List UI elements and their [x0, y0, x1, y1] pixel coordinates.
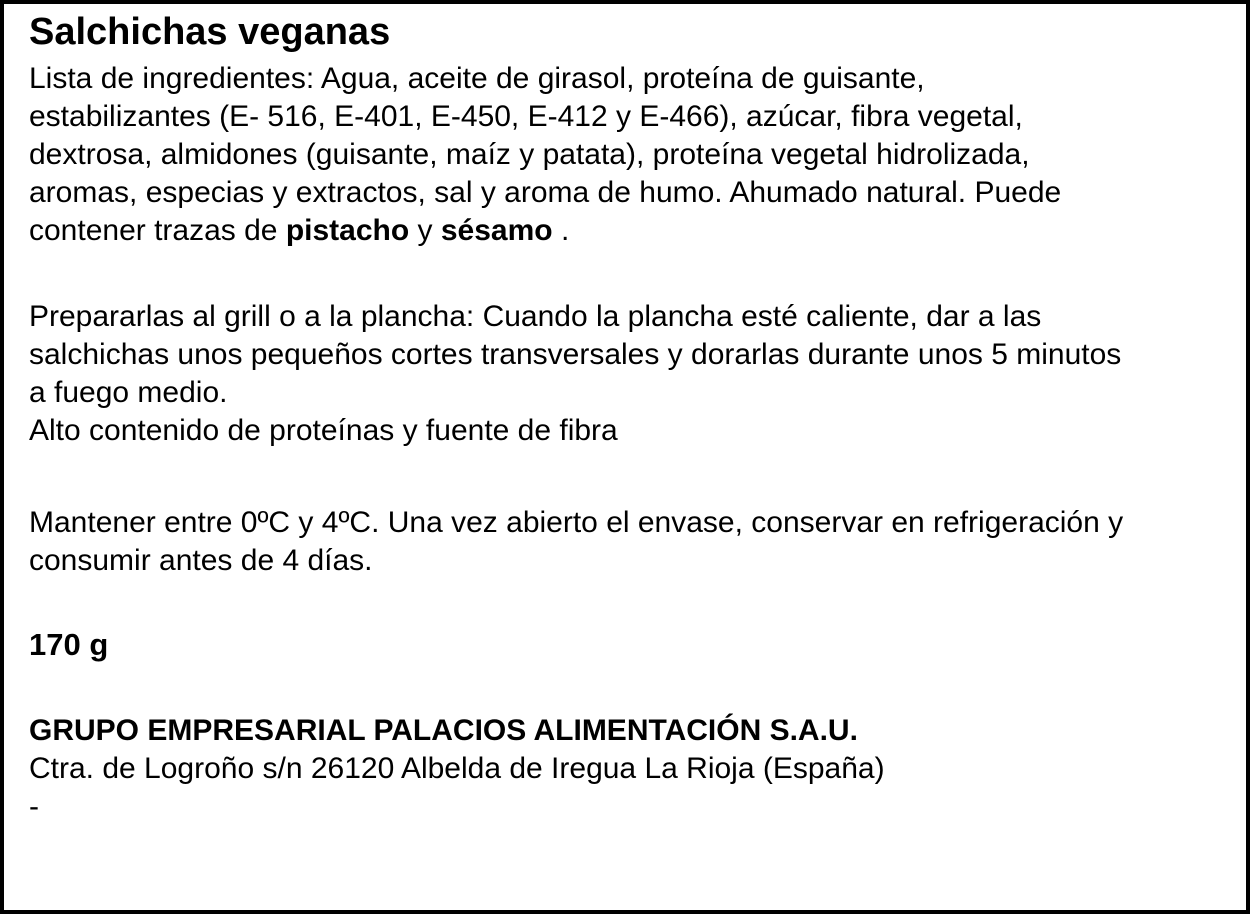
- ingredients-line-2: estabilizantes (E- 516, E-401, E-450, E-412 y E-466), azúcar, fibra vegetal,: [29, 100, 1023, 133]
- allergen-sesamo: sésamo: [440, 214, 553, 247]
- net-weight: 170 g: [29, 627, 109, 662]
- allergen-line-mid: y: [409, 214, 441, 247]
- manufacturer-section: [29, 712, 1236, 826]
- manufacturer-extra-dash: -: [29, 790, 39, 823]
- ingredients-line-4: aromas, especias y extractos, sal y aroma de humo. Ahumado natural. Puede: [29, 176, 1062, 209]
- preparation-line-1: Prepararlas al grill o a la plancha: Cuando la plancha esté caliente, dar a las: [29, 300, 1042, 333]
- ingredients-line-3: dextrosa, almidones (guisante, maíz y patata), proteína vegetal hidrolizada,: [29, 138, 1030, 171]
- product-title: Salchichas veganas: [29, 11, 391, 53]
- ingredients-section: [29, 60, 1236, 250]
- net-weight-section: [29, 626, 1236, 664]
- preparation-line-2: salchichas unos pequeños cortes transversales y dorarlas durante unos 5 minutos: [29, 338, 1122, 371]
- storage-line-1: Mantener entre 0ºC y 4ºC. Una vez abierto el envase, conservar en refrigeración y: [29, 506, 1124, 539]
- allergen-line: [29, 212, 1236, 250]
- nutrition-claim-line: Alto contenido de proteínas y fuente de fibra: [29, 414, 618, 447]
- allergen-pistacho: pistacho: [285, 214, 410, 247]
- storage-section: [29, 504, 1236, 580]
- storage-line-2: consumir antes de 4 días.: [29, 544, 373, 577]
- preparation-line-3: a fuego medio.: [29, 376, 228, 409]
- allergen-line-post: .: [552, 214, 570, 247]
- manufacturer-address: Ctra. de Logroño s/n 26120 Albelda de Iregua La Rioja (España): [29, 752, 885, 785]
- manufacturer-name: GRUPO EMPRESARIAL PALACIOS ALIMENTACIÓN S.A.U.: [29, 714, 858, 747]
- preparation-section: [29, 298, 1236, 450]
- allergen-line-pre: contener trazas de: [29, 214, 286, 247]
- ingredients-line-1: Lista de ingredientes: Agua, aceite de girasol, proteína de guisante,: [29, 62, 925, 95]
